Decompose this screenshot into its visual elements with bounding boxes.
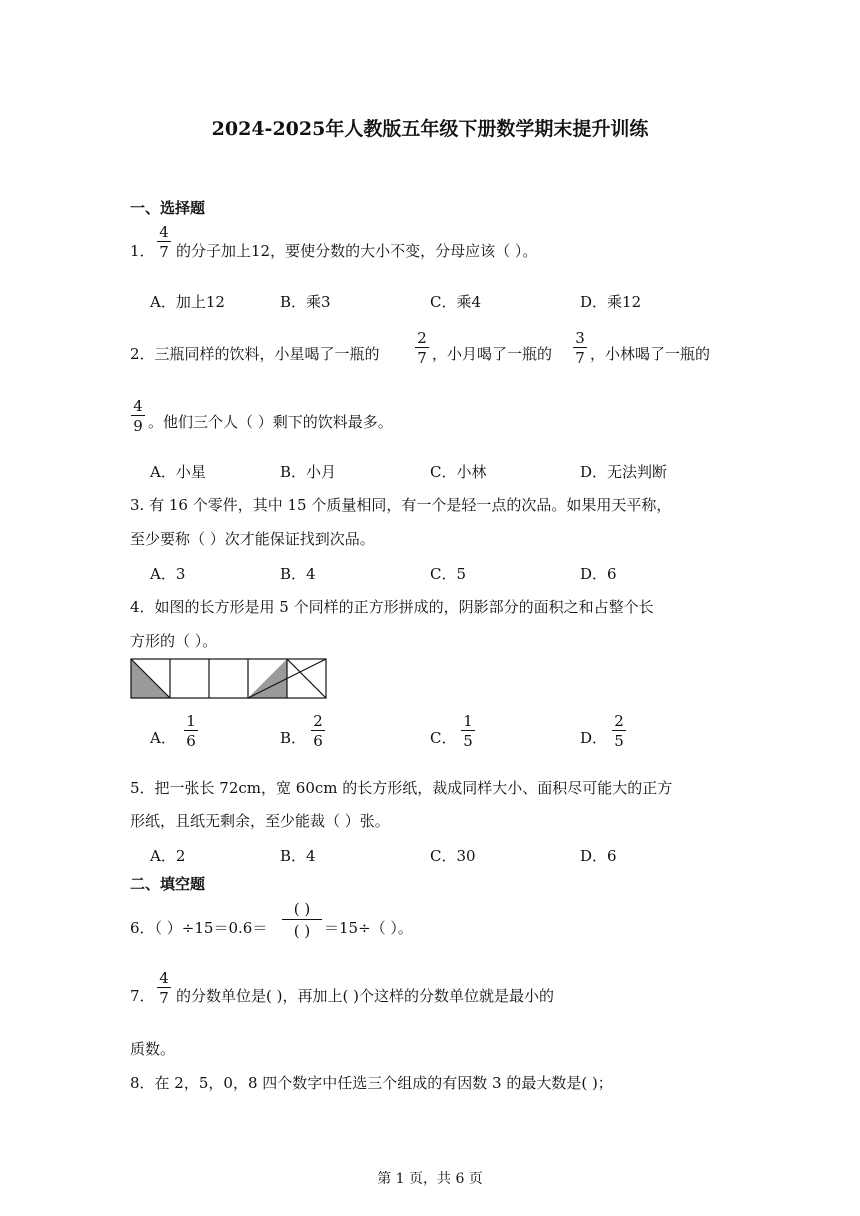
fraction-numerator: 2: [614, 712, 624, 730]
question-3-option-c: C．5: [430, 565, 467, 583]
fraction-denominator: 7: [575, 349, 585, 367]
fraction-bar: [184, 730, 198, 731]
fraction-bar: [612, 730, 626, 731]
question-2-fraction-c: [131, 398, 145, 434]
question-2-option-b: B．小月: [280, 463, 337, 481]
question-4-option-b-letter: B．: [280, 729, 307, 747]
fraction-numerator: 3: [575, 329, 585, 347]
question-1-text: 的分子加上12，要使分数的大小不变，分母应该（ ）。: [176, 242, 538, 260]
question-2-text-a: 2．三瓶同样的饮料，小星喝了一瓶的: [130, 345, 380, 363]
question-7-text: 的分数单位是( )，再加上( )个这样的分数单位就是最小的: [176, 987, 554, 1005]
question-7-line-2: 质数。: [130, 1040, 176, 1058]
question-2-fraction-b: [573, 330, 587, 366]
question-5-option-b: B．4: [280, 847, 316, 865]
question-4-option-d-letter: D．: [580, 729, 608, 747]
fraction-bar: [131, 415, 145, 416]
question-1-option-b: B．乘3: [280, 293, 331, 311]
question-3-option-b: B．4: [280, 565, 316, 583]
fraction-numerator: 4: [159, 223, 169, 241]
question-7-fraction: [157, 970, 171, 1006]
question-2-option-c: C．小林: [430, 463, 487, 481]
fraction-numerator: 1: [463, 712, 473, 730]
page-title: 2024-2025年人教版五年级下册数学期末提升训练: [211, 118, 649, 140]
fraction-denominator: 7: [159, 989, 169, 1007]
question-4-option-c-fraction: [461, 713, 475, 749]
question-5-option-d: D．6: [580, 847, 617, 865]
fraction-numerator: 1: [186, 712, 196, 730]
question-1-option-d: D．乘12: [580, 293, 642, 311]
fraction-denominator: 5: [463, 732, 473, 750]
section-heading-fill: 二、填空题: [130, 875, 206, 893]
question-4-line-2: 方形的（ ）。: [130, 632, 218, 650]
diagonal-line: [287, 659, 326, 698]
question-5-option-a: A．2: [150, 847, 186, 865]
question-5-line-1: 5．把一张长 72cm，宽 60cm 的长方形纸，裁成同样大小、面积尽可能大的正方: [130, 779, 673, 797]
shaded-triangle-right: [248, 659, 287, 698]
fraction-denominator: 7: [417, 349, 427, 367]
fraction-denominator-blank: ( ): [293, 922, 311, 940]
question-7-number: 7．: [130, 987, 155, 1005]
fraction-numerator: 4: [133, 397, 143, 415]
question-4-option-c-letter: C．: [430, 729, 457, 747]
question-2-option-d: D．无法判断: [580, 463, 668, 481]
question-4-option-a-fraction: [184, 713, 198, 749]
question-6-fraction: [282, 900, 322, 940]
question-4-option-a-letter: A．: [150, 729, 176, 747]
question-2-text-d: 。他们三个人（ ）剩下的饮料最多。: [148, 413, 393, 431]
fraction-numerator: 4: [159, 969, 169, 987]
fraction-numerator-blank: ( ): [293, 900, 311, 918]
question-4-option-b-fraction: [311, 713, 325, 749]
question-6-text-b: ＝15÷（ ）。: [324, 919, 413, 937]
question-3-line-2: 至少要称（ ）次才能保证找到次品。: [130, 530, 375, 548]
section-heading-choice: 一、选择题: [130, 199, 206, 217]
fraction-bar: [282, 919, 322, 920]
fraction-denominator: 6: [186, 732, 196, 750]
rectangle-five-squares-figure: [130, 658, 328, 700]
fraction-bar: [461, 730, 475, 731]
question-8-line-1: 8．在 2，5，0，8 四个数字中任选三个组成的有因数 3 的最大数是( )；: [130, 1074, 613, 1092]
question-2-fraction-a: [415, 330, 429, 366]
page-footer: 第 1 页，共 6 页: [377, 1171, 483, 1187]
question-2-text-c: ，小林喝了一瓶的: [590, 345, 711, 363]
question-5-line-2: 形纸，且纸无剩余，至少能裁（ ）张。: [130, 812, 390, 830]
question-3-option-d: D．6: [580, 565, 617, 583]
fraction-bar: [415, 347, 429, 348]
fraction-denominator: 9: [133, 417, 143, 435]
question-4-line-1: 4．如图的长方形是用 5 个同样的正方形拼成的，阴影部分的面积之和占整个长: [130, 598, 654, 616]
fraction-bar: [573, 347, 587, 348]
question-2-option-a: A．小星: [150, 463, 206, 481]
question-5-option-c: C．30: [430, 847, 476, 865]
question-4-option-d-fraction: [612, 713, 626, 749]
fraction-numerator: 2: [417, 329, 427, 347]
question-1-fraction: [157, 224, 171, 260]
fraction-bar: [157, 987, 171, 988]
question-1-number: 1．: [130, 242, 155, 260]
fraction-bar: [311, 730, 325, 731]
question-3-line-1: 3. 有 16 个零件，其中 15 个质量相同，有一个是轻一点的次品。如果用天平称，: [130, 496, 672, 514]
question-3-option-a: A．3: [150, 565, 186, 583]
question-2-text-b: ，小月喝了一瓶的: [432, 345, 553, 363]
question-1-option-c: C．乘4: [430, 293, 482, 311]
fraction-denominator: 7: [159, 243, 169, 261]
fraction-denominator: 6: [313, 732, 323, 750]
question-6-text-a: 6．（ ）÷15＝0.6＝: [130, 919, 268, 937]
question-1-option-a: A．加上12: [150, 293, 225, 311]
fraction-denominator: 5: [614, 732, 624, 750]
fraction-bar: [157, 241, 171, 242]
fraction-numerator: 2: [313, 712, 323, 730]
